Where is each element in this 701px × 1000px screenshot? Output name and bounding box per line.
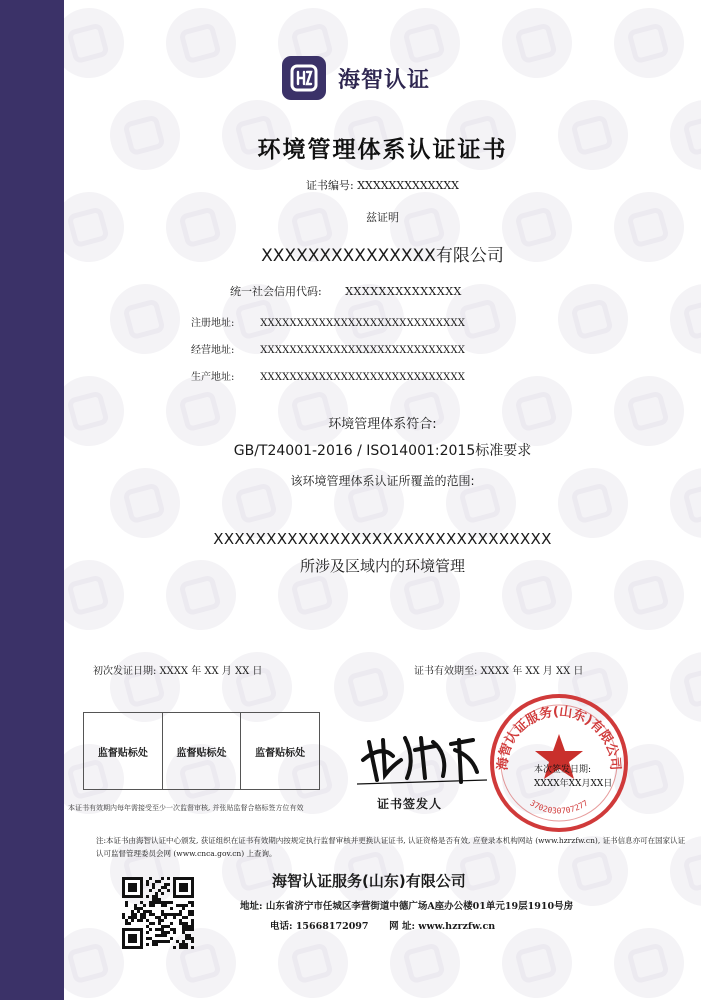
- handwritten-signature: [355, 720, 495, 794]
- address-value: XXXXXXXXXXXXXXXXXXXXXXXXXXXX: [260, 318, 466, 329]
- certificate-number: [64, 177, 701, 193]
- brand-logo-icon: [282, 56, 326, 100]
- standard-intro: 环境管理体系符合:: [328, 417, 437, 432]
- address-label: 注册地址:: [191, 318, 235, 329]
- footer-address: 地址: 山东省济宁市任城区李营街道中德广场A座办公楼01单元19层1910号房: [240, 901, 574, 912]
- watermark-logo-icon: [64, 0, 132, 86]
- address-value: XXXXXXXXXXXXXXXXXXXXXXXXXXXX: [260, 345, 466, 356]
- address-value: XXXXXXXXXXXXXXXXXXXXXXXXXXXX: [260, 372, 466, 383]
- company-name: XXXXXXXXXXXXXXX有限公司: [261, 246, 504, 266]
- address-label: 生产地址:: [191, 372, 235, 383]
- watermark-logo-icon: [662, 644, 701, 730]
- brand-name: 海智认证: [338, 67, 431, 93]
- svg-text:3702030707277: [528, 798, 590, 815]
- watermark-logo-icon: [550, 276, 636, 362]
- watermark-logo-icon: [158, 0, 244, 86]
- issue-date-block: [534, 763, 612, 791]
- cert-no-value: XXXXXXXXXXXXX: [357, 179, 460, 192]
- footer-website: 网 址: www.hzrzfw.cn: [389, 921, 496, 932]
- watermark-logo-icon: [606, 920, 692, 1000]
- seal-number: 3702030707277: [528, 798, 590, 816]
- sticker-note: 本证书有效期内每年需接受至少一次监督审核, 并张贴监督合格标签方位有效: [68, 804, 304, 812]
- watermark-logo-icon: [382, 920, 468, 1000]
- footer-company: 海智认证服务(山东)有限公司: [272, 872, 466, 890]
- first-issue-date: 初次发证日期: XXXX 年 XX 月 XX 日: [93, 666, 263, 677]
- issue-date-value: XXXX年XX月XX日: [534, 779, 613, 789]
- sticker-cell: 监督贴标处: [84, 713, 163, 789]
- valid-until-date: 证书有效期至: XXXX 年 XX 月 XX 日: [414, 666, 584, 677]
- standard-requirement: GB/T24001-2016 / ISO14001:2015标准要求: [233, 443, 532, 459]
- supervision-sticker-table: [83, 712, 320, 790]
- footer-phone: 电话: 15668172097: [270, 921, 369, 932]
- credit-code-row: [230, 283, 462, 299]
- scope-line-1: XXXXXXXXXXXXXXXXXXXXXXXXXXXXXXXX: [213, 530, 552, 548]
- production-address-row: [191, 368, 465, 383]
- brand-logo: [282, 56, 430, 100]
- certificate-note: 注:本证书由海智认证中心颁发, 获证组织在证书有效期内按规定执行监督审核并更换认证证书, 认证资格是否有效, 应登录本机构网站 (www.hzrzfw.cn), 证书信息亦可在国家认证认可监督管理委员会网 (www.cnca.gov.cn) 上查询。: [96, 836, 686, 858]
- certificate-title: 环境管理体系认证证书: [257, 136, 508, 163]
- watermark-logo-icon: [494, 0, 580, 86]
- cert-no-label: 证书编号:: [305, 179, 354, 192]
- registered-address-row: [191, 314, 465, 329]
- scope-intro: 该环境管理体系认证所覆盖的范围:: [290, 474, 475, 488]
- credit-code-value: XXXXXXXXXXXXXX: [345, 285, 462, 298]
- side-band: [0, 0, 64, 1000]
- watermark-logo-icon: [662, 276, 701, 362]
- watermark-logo-icon: [270, 920, 356, 1000]
- watermark-logo-icon: [102, 276, 188, 362]
- sticker-cell: 监督贴标处: [255, 747, 306, 759]
- watermark-logo-icon: [494, 920, 580, 1000]
- scope-line-2: 所涉及区域内的环境管理: [299, 557, 465, 575]
- address-label: 经营地址:: [191, 345, 235, 356]
- certify-text: 兹证明: [366, 211, 399, 224]
- watermark-logo-icon: [326, 644, 412, 730]
- watermark-logo-icon: [606, 0, 692, 86]
- qr-code-icon: [122, 877, 194, 949]
- credit-code-label: 统一社会信用代码:: [230, 285, 322, 298]
- footer-contact: [270, 918, 495, 932]
- sticker-cell: 监督贴标处: [163, 713, 242, 789]
- business-address-row: [191, 341, 465, 356]
- signer-label: 证书签发人: [377, 797, 443, 811]
- seal-text: 海智认证服务(山东)有限公司: [495, 704, 623, 771]
- issue-date-label: 本次签发日期:: [534, 765, 592, 775]
